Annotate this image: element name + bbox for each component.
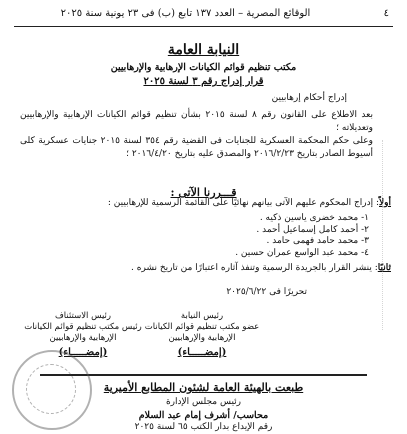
- article-first-text: : إدراج المحكوم عليهم الآتى بيانهم نهائيًا على القائمة الرسمية للإرهابيين :: [107, 198, 380, 208]
- signature-title: رئيس النيابة: [180, 311, 224, 321]
- deposit-number: رقم الإيداع بدار الكتب ٦٥ لسنة ٢٠٢٥: [134, 422, 273, 432]
- signature-role-cont: الإرهابية والإرهابيين: [168, 333, 236, 343]
- signature-role: عضو مكتب تنظيم قوائم الكيانات: [144, 322, 260, 332]
- running-title: الوقائع المصرية – العدد ١٣٧ تابع (ب) فى ٢٣ يونية سنة ٢٠٢٥: [60, 8, 311, 19]
- article-second: [16, 263, 391, 274]
- preamble-paragraph-1: بعد الاطلاع على القانون رقم ٨ لسنة ٢٠١٥ بشأن تنظيم قوائم الكيانات الإرهابية والإرهابيين وتعديلاته ؛: [20, 110, 373, 133]
- authority-title: النيابة العامة: [167, 42, 240, 58]
- article-second-label: ثانيًا: [377, 263, 391, 273]
- list-item: ٤- محمد عبد الواسع عمران حسين .: [235, 247, 369, 258]
- names-list: [69, 213, 369, 259]
- decision-subject: إدراج أحكام إرهابيين: [271, 93, 347, 103]
- signature-mark: (إمضـــــاء): [177, 347, 227, 358]
- decision-number: قرار إدراج رقم ٣ لسنة ٢٠٢٥: [143, 76, 264, 87]
- signature-mark: (إمضـــــاء): [58, 347, 108, 358]
- list-item: ٣- محمد حامد فهمى حامد .: [266, 236, 369, 246]
- article-first: [16, 198, 391, 208]
- preamble-paragraph-2: وعلى حكم المحكمة العسكرية للجنايات فى القضية رقم ٣٥٤ لسنة ٢٠١٥ جنايات عسكرية كلى أسيوط الصادر بتاريخ ٢٠١٦/٢/٢٣ والمصدق عليه بتاريخ ٢٠١٦/٤/٢٠ ؛: [20, 136, 373, 159]
- page-number: ٤: [383, 8, 389, 19]
- signature-role: رئيس مكتب تنظيم قوائم الكيانات: [24, 322, 142, 332]
- list-item: ١- محمد خضرى ياسين ذكيه .: [259, 213, 369, 223]
- signature-block-prosecution-head: [142, 311, 262, 358]
- page-header: [14, 8, 393, 24]
- issue-date: تحريرًا فى ٢٠٢٥/٦/٢٢: [226, 287, 307, 297]
- margin-stamp: [382, 140, 405, 330]
- article-first-label: أولاً: [379, 198, 391, 208]
- article-second-text: : ينشر القرار بالجريدة الرسمية وتنفذ آثاره اعتبارًا من تاريخ نشره .: [131, 263, 378, 273]
- list-item: ٢- أحمد كامل إسماعيل أحمد .: [256, 224, 369, 235]
- signature-role-cont: الإرهابية والإرهابيين: [49, 333, 117, 343]
- office-title: مكتب تنظيم قوائم الكيانات الإرهابية والإرهابيين: [110, 62, 297, 73]
- header-rule: [14, 26, 393, 27]
- decision-heading: قـــررنا الآتى :: [170, 186, 237, 199]
- printer-board: رئيس مجلس الإدارة: [165, 397, 242, 407]
- signature-title: رئيس الاستئناف: [54, 311, 111, 321]
- printer-chair: محاسب/ أشرف إمام عبد السلام: [138, 410, 269, 421]
- printer-name: طبعت بالهيئة العامة لشئون المطابع الأميرية: [103, 381, 304, 394]
